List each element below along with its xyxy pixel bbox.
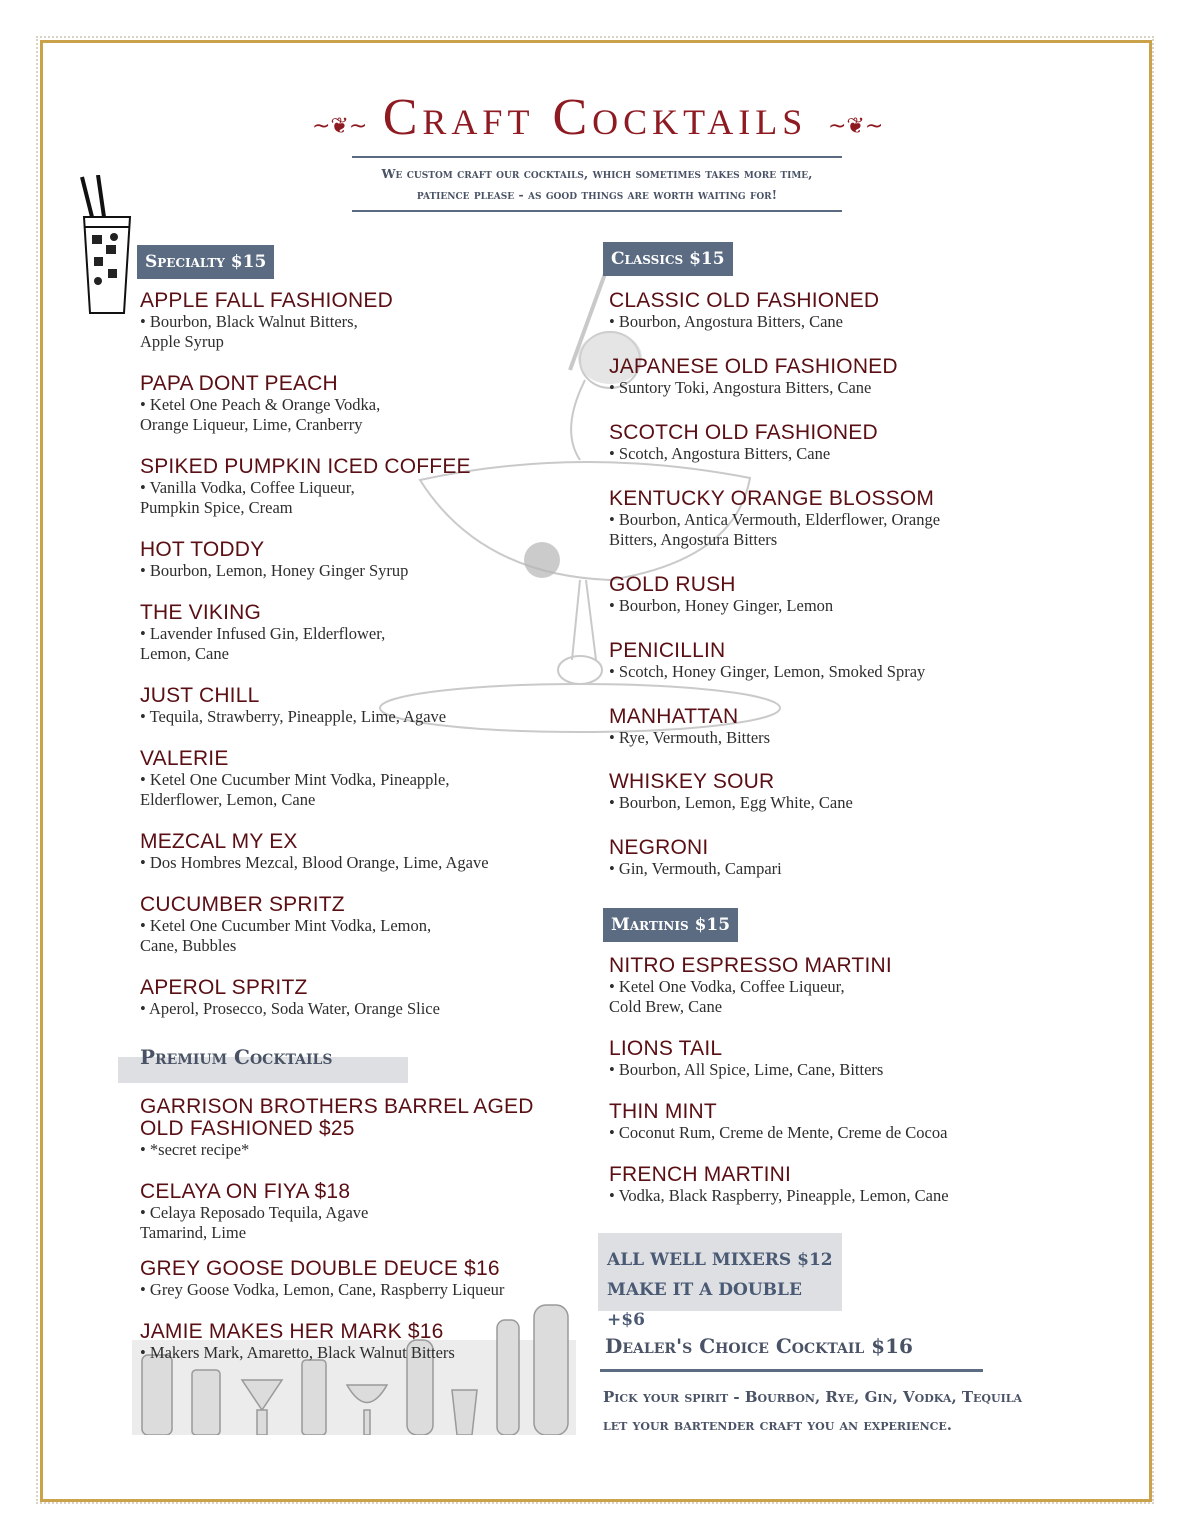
item-description: • Bourbon, All Spice, Lime, Cane, Bitters [609, 1060, 884, 1079]
item-description: • Makers Mark, Amaretto, Black Walnut Bitters [140, 1343, 455, 1362]
item-description: • Celaya Reposado Tequila, Agave [140, 1203, 369, 1222]
item-description: • Grey Goose Vodka, Lemon, Cane, Raspberry Liqueur [140, 1280, 505, 1299]
item-name: JUST CHILL [140, 684, 260, 707]
menu-item [140, 456, 471, 518]
menu-item [609, 356, 898, 398]
item-name: CLASSIC OLD FASHIONED [609, 289, 880, 312]
menu-item [140, 539, 408, 581]
item-description: Orange Liqueur, Lime, Cranberry [140, 415, 363, 434]
item-name: MEZCAL MY EX [140, 830, 298, 853]
menu-item [140, 894, 431, 956]
specialty-section-header: Specialty $15 [137, 245, 274, 279]
item-name: THIN MINT [609, 1100, 717, 1123]
item-description: • Coconut Rum, Creme de Mente, Creme de Cocoa [609, 1123, 948, 1142]
menu-item [609, 1101, 947, 1143]
item-name: JAPANESE OLD FASHIONED [609, 355, 898, 378]
item-description: • *secret recipe* [140, 1140, 250, 1159]
menu-item [140, 748, 449, 810]
classics-section-header: Classics $15 [603, 242, 733, 276]
item-description: • Bourbon, Black Walnut Bitters, [140, 312, 358, 331]
menu-item [609, 640, 925, 682]
item-name: HOT TODDY [140, 538, 265, 561]
item-name: FRENCH MARTINI [609, 1163, 792, 1186]
left-flourish-icon: ~❦~ [312, 114, 368, 139]
item-description: • Scotch, Honey Ginger, Lemon, Smoked Spray [609, 662, 926, 681]
menu-item [140, 290, 393, 352]
item-name: LIONS TAIL [609, 1037, 723, 1060]
premium-section-header: Premium Cocktails [140, 1045, 333, 1069]
item-name: VALERIE [140, 747, 229, 770]
item-description: Bitters, Angostura Bitters [609, 530, 778, 549]
mixers-line-1: ALL WELL MIXERS $12 [607, 1250, 833, 1270]
dealer-choice-title: Dealer's Choice Cocktail $16 [605, 1334, 913, 1358]
item-description: • Tequila, Strawberry, Pineapple, Lime, Agave [140, 707, 447, 726]
item-description: • Bourbon, Angostura Bitters, Cane [609, 312, 844, 331]
menu-item [140, 1258, 504, 1300]
dealer-choice-description [603, 1383, 1103, 1439]
menu-item [140, 831, 489, 873]
item-description: • Vodka, Black Raspberry, Pineapple, Lemon, Cane [609, 1186, 949, 1205]
item-name: GOLD RUSH [609, 573, 736, 596]
menu-item [609, 837, 782, 879]
item-name: SCOTCH OLD FASHIONED [609, 421, 878, 444]
dealer-underline [600, 1369, 983, 1372]
item-description: Elderflower, Lemon, Cane [140, 790, 316, 809]
item-name: APPLE FALL FASHIONED [140, 289, 393, 312]
item-name: NITRO ESPRESSO MARTINI [609, 954, 892, 977]
item-description: • Bourbon, Lemon, Honey Ginger Syrup [140, 561, 409, 580]
item-name: WHISKEY SOUR [609, 770, 775, 793]
item-description: Apple Syrup [140, 332, 224, 351]
item-description: • Ketel One Cucumber Mint Vodka, Lemon, [140, 916, 432, 935]
item-description: • Rye, Vermouth, Bitters [609, 728, 771, 747]
mixers-box [598, 1233, 842, 1330]
item-description: • Vanilla Vodka, Coffee Liqueur, [140, 478, 355, 497]
menu-item [609, 706, 770, 748]
item-description: • Suntory Toki, Angostura Bitters, Cane [609, 378, 872, 397]
menu-item [609, 1164, 949, 1206]
mixers-line-2: MAKE IT A DOUBLE +$6 [607, 1280, 802, 1330]
item-description: • Bourbon, Lemon, Egg White, Cane [609, 793, 853, 812]
item-description: Pumpkin Spice, Cream [140, 498, 293, 517]
item-name: PENICILLIN [609, 639, 726, 662]
item-name: JAMIE MAKES HER MARK $16 [140, 1320, 444, 1343]
tagline [352, 156, 842, 212]
item-description: • Ketel One Vodka, Coffee Liqueur, [609, 977, 845, 996]
item-description: Cane, Bubbles [140, 936, 237, 955]
item-name: GREY GOOSE DOUBLE DEUCE $16 [140, 1257, 500, 1280]
menu-item [140, 602, 385, 664]
item-name: SPIKED PUMPKIN ICED COFFEE [140, 455, 471, 478]
item-name: CELAYA ON FIYA $18 [140, 1180, 351, 1203]
item-name: CUCUMBER SPRITZ [140, 893, 345, 916]
item-description: • Scotch, Angostura Bitters, Cane [609, 444, 831, 463]
item-name: MANHATTAN [609, 705, 739, 728]
menu-item [609, 574, 833, 616]
dealer-line-2: let your bartender craft you an experience. [603, 1416, 952, 1434]
highball-glass-icon [78, 175, 138, 320]
item-description: Cold Brew, Cane [609, 997, 723, 1016]
item-description: • Bourbon, Antica Vermouth, Elderflower, Orange [609, 510, 941, 529]
item-description: • Lavender Infused Gin, Elderflower, [140, 624, 386, 643]
item-description: • Ketel One Cucumber Mint Vodka, Pineapple, [140, 770, 450, 789]
menu-item [140, 1096, 534, 1160]
item-description: Lemon, Cane [140, 644, 229, 663]
menu-item [609, 771, 853, 813]
dealer-line-1: Pick your spirit - Bourbon, Rye, Gin, Vodka, Tequila [603, 1388, 1023, 1406]
martinis-section-header: Martinis $15 [603, 908, 738, 942]
tagline-line-2: patience please - as good things are worth waiting for! [416, 186, 778, 202]
item-description: • Aperol, Prosecco, Soda Water, Orange Slice [140, 999, 440, 1018]
menu-item [609, 1038, 883, 1080]
item-name-line-2: OLD FASHIONED $25 [140, 1117, 355, 1140]
menu-item [609, 422, 878, 464]
menu-item [140, 977, 440, 1019]
menu-item [140, 373, 380, 435]
item-description: Tamarind, Lime [140, 1223, 247, 1242]
menu-item [609, 488, 940, 550]
tagline-line-1: We custom craft our cocktails, which sometimes takes more time, [381, 166, 813, 181]
item-name: THE VIKING [140, 601, 262, 624]
menu-item [140, 685, 446, 727]
item-description: • Ketel One Peach & Orange Vodka, [140, 395, 381, 414]
item-description: • Gin, Vermouth, Campari [609, 859, 782, 878]
menu-item [609, 955, 892, 1017]
item-name: NEGRONI [609, 836, 709, 859]
menu-item [609, 290, 879, 332]
item-name: GARRISON BROTHERS BARREL AGED [140, 1095, 534, 1118]
menu-item [140, 1181, 368, 1243]
item-name: KENTUCKY ORANGE BLOSSOM [609, 487, 935, 510]
menu-item [140, 1321, 455, 1363]
item-name: PAPA DONT PEACH [140, 372, 338, 395]
item-description: • Dos Hombres Mezcal, Blood Orange, Lime, Agave [140, 853, 489, 872]
item-description: • Bourbon, Honey Ginger, Lemon [609, 596, 834, 615]
right-flourish-icon: ~❦~ [828, 114, 884, 139]
item-name: APEROL SPRITZ [140, 976, 308, 999]
menu-title: Craft Cocktails [382, 89, 808, 146]
